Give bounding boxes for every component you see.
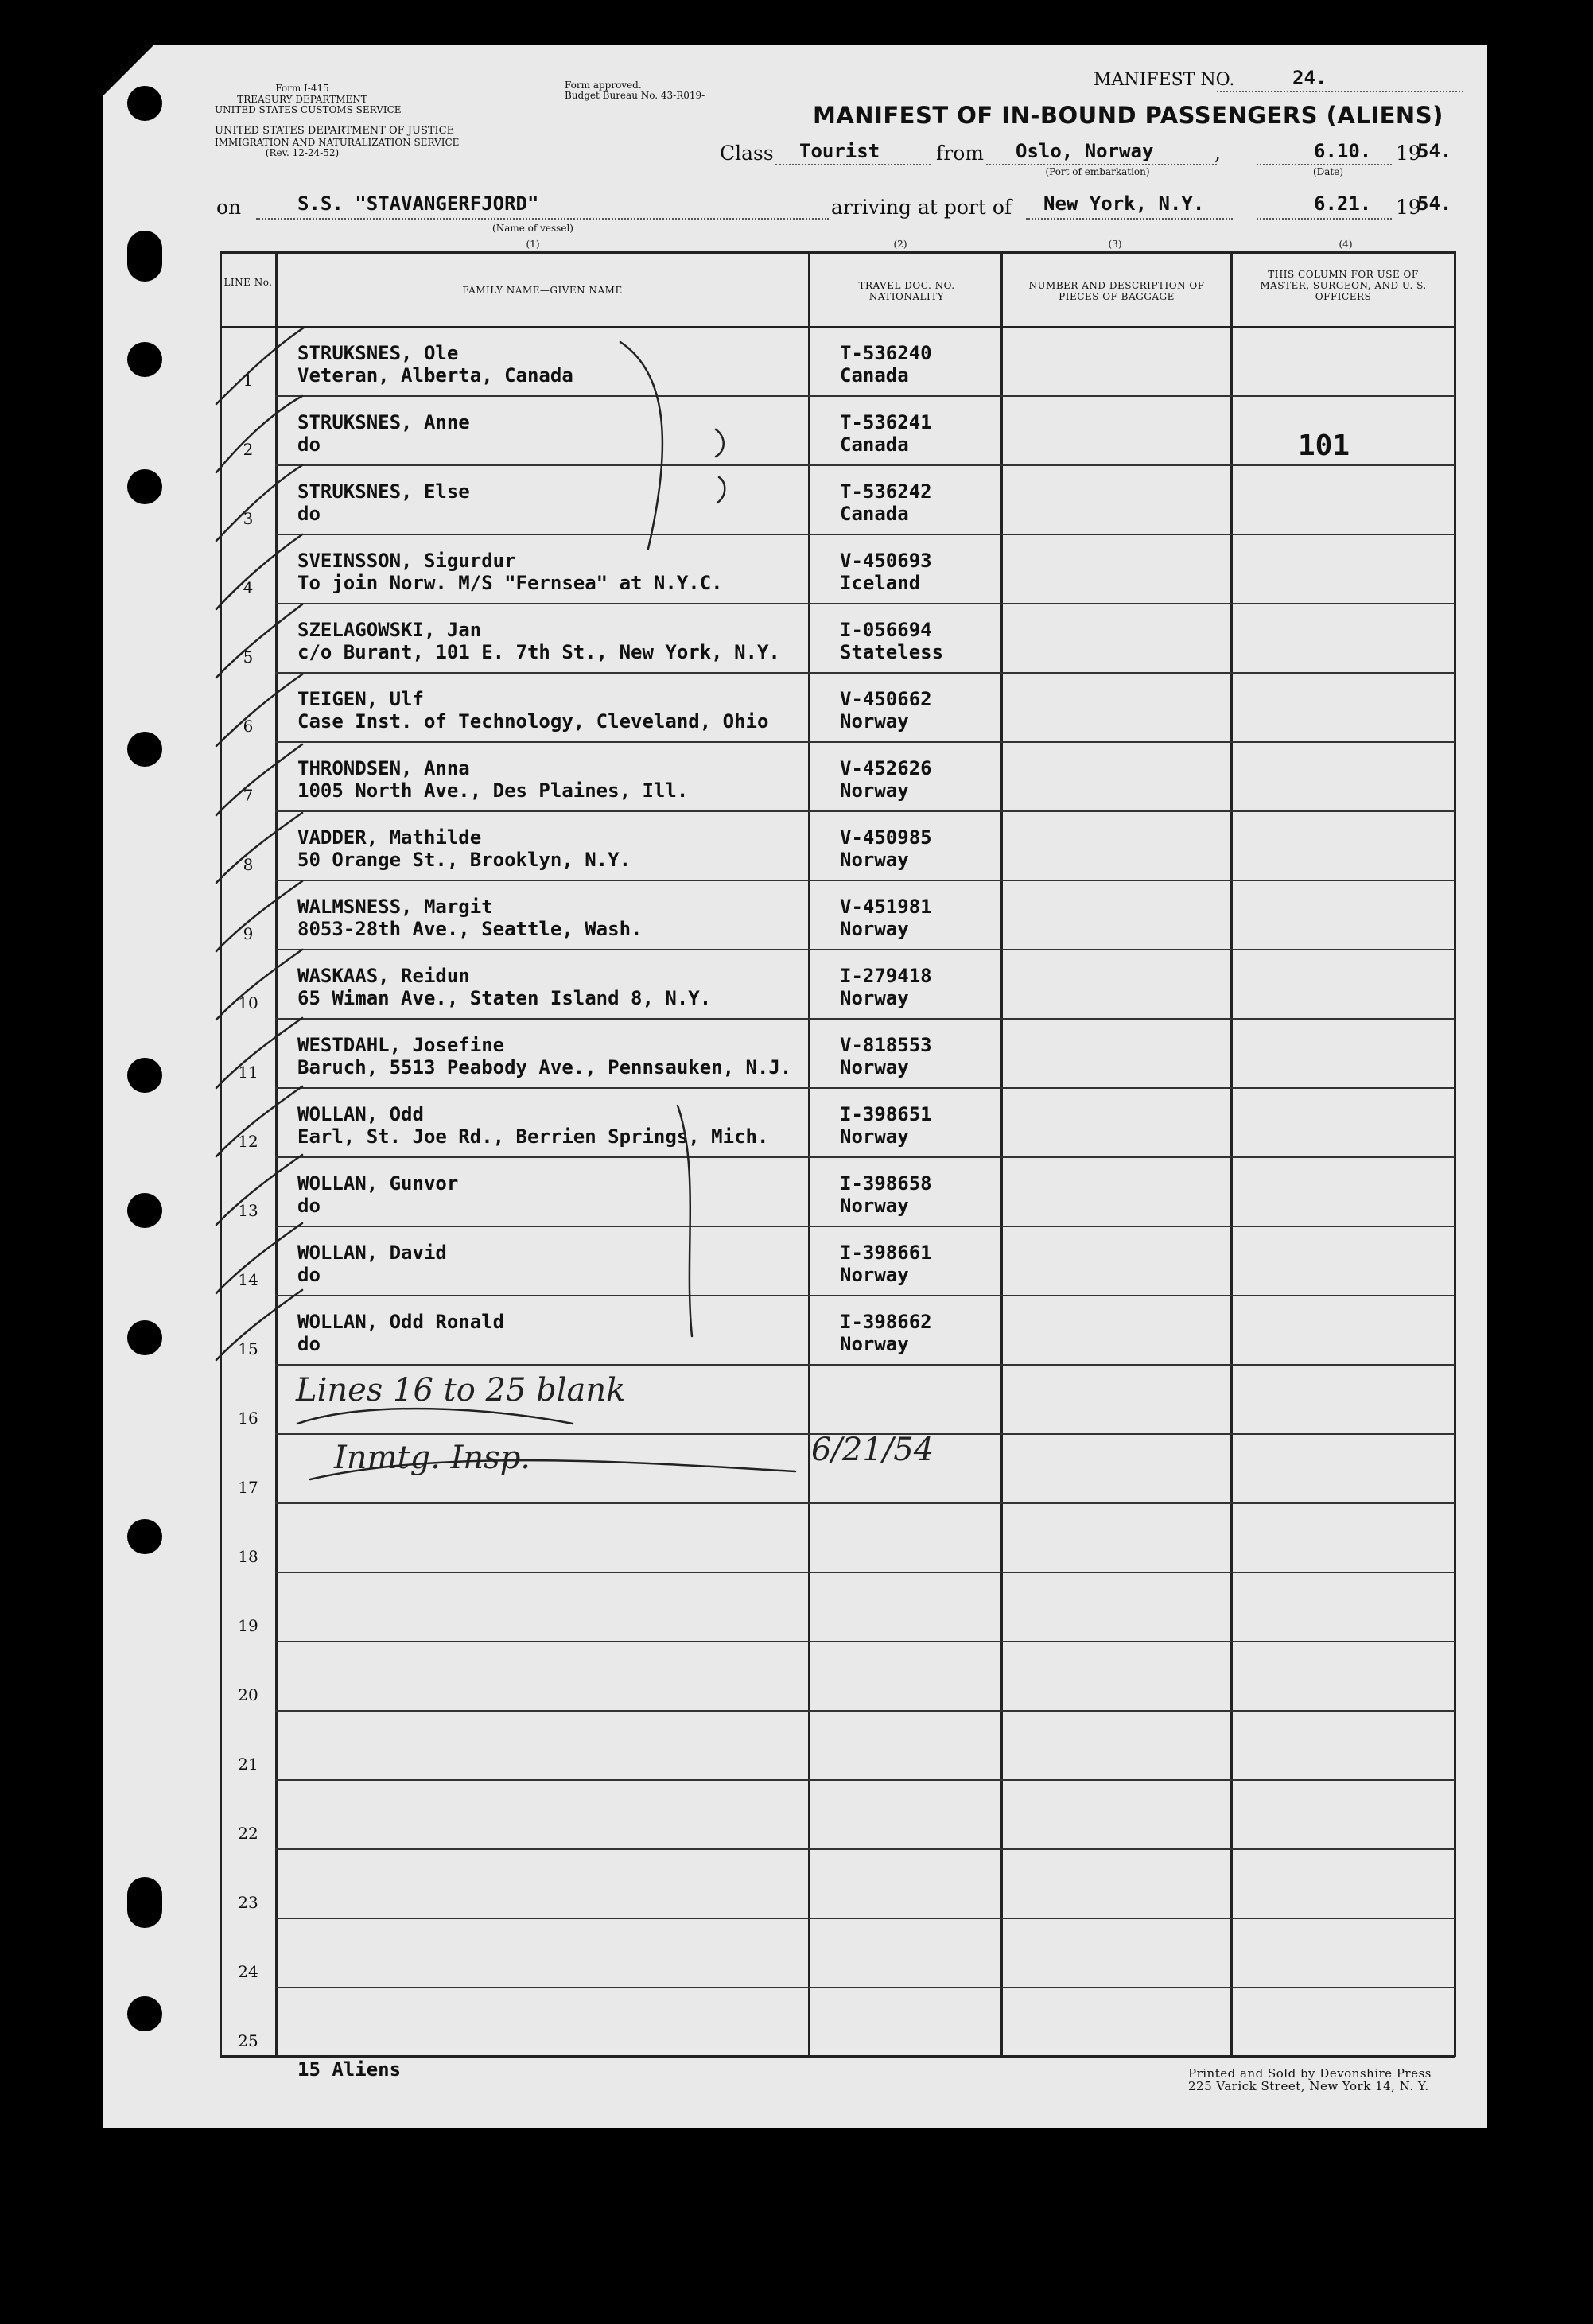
passenger-address: do: [297, 433, 321, 456]
check-mark: [216, 674, 302, 746]
nationality: Norway: [840, 1125, 909, 1148]
passenger-address: Baruch, 5513 Peabody Ave., Pennsauken, N.J.: [297, 1056, 792, 1078]
nationality: Canada: [840, 503, 909, 525]
nationality: Norway: [840, 710, 909, 733]
embarkation-date-value: 6.10.: [1314, 140, 1372, 162]
bracket-mark: [678, 1106, 692, 1336]
passenger-address: 8053-28th Ave., Seattle, Wash.: [297, 918, 643, 940]
signature-stroke: [297, 1409, 573, 1424]
check-mark: [216, 328, 304, 404]
vessel-caption: (Name of vessel): [492, 223, 573, 234]
check-mark: [216, 1018, 302, 1088]
form-number: Form I-415: [275, 83, 329, 94]
line-number: 20: [238, 1685, 258, 1704]
passenger-name: WOLLAN, Gunvor: [297, 1172, 459, 1195]
line-number: 5: [243, 647, 254, 666]
vessel-name-value: S.S. "STAVANGERFJORD": [297, 192, 539, 215]
handwritten-signature: Inmtg. Insp.: [334, 1440, 531, 1476]
col-header-baggage: NUMBER AND DESCRIPTION OF PIECES OF BAGGAGE: [1028, 280, 1205, 302]
passenger-name: TEIGEN, Ulf: [297, 688, 424, 710]
column-number: (4): [1339, 239, 1353, 250]
column-number: (3): [1108, 239, 1122, 250]
passenger-address: do: [297, 1195, 321, 1217]
handwritten-note: Lines 16 to 25 blank: [296, 1372, 626, 1409]
check-mark: [216, 1290, 302, 1360]
port-of-embarkation-value: Oslo, Norway: [1016, 140, 1154, 162]
passenger-address: do: [297, 1264, 321, 1286]
form-dept: UNITED STATES CUSTOMS SERVICE: [215, 104, 402, 115]
nationality: Norway: [840, 1333, 909, 1355]
manifest-no-value: 24.: [1292, 67, 1327, 89]
bracket-mark: [620, 342, 662, 549]
check-mark: [216, 813, 302, 883]
line-number: 25: [238, 2031, 258, 2050]
manifest-title: MANIFEST OF IN-BOUND PASSENGERS (ALIENS): [813, 102, 1443, 129]
passenger-name: SZELAGOWSKI, Jan: [297, 619, 482, 641]
check-mark: [216, 1086, 302, 1156]
nationality: Norway: [840, 918, 909, 940]
line-number: 17: [238, 1478, 258, 1497]
nationality: Norway: [840, 849, 909, 871]
form-approved: Form approved.: [565, 80, 642, 91]
passenger-name: WESTDAHL, Josefine: [297, 1034, 505, 1056]
form-approved: Budget Bureau No. 43-R019-: [565, 90, 705, 101]
travel-doc-number: V-818553: [840, 1034, 932, 1056]
travel-doc-number: V-450693: [840, 550, 932, 572]
arriving-label: arriving at port of: [831, 196, 1012, 219]
line-number: 4: [243, 578, 254, 597]
passenger-address: To join Norw. M/S "Fernsea" at N.Y.C.: [297, 572, 723, 594]
line-number: 8: [243, 855, 254, 874]
line-number: 7: [243, 786, 254, 805]
passenger-name: STRUKSNES, Anne: [297, 411, 470, 433]
passenger-address: c/o Burant, 101 E. 7th St., New York, N.Y.: [297, 641, 780, 663]
passenger-name: SVEINSSON, Sigurdur: [297, 550, 516, 572]
passenger-address: 1005 North Ave., Des Plaines, Ill.: [297, 779, 689, 802]
nationality: Canada: [840, 364, 909, 387]
printer-line: 225 Varick Street, New York 14, N. Y.: [1188, 2079, 1429, 2093]
travel-doc-number: I-398651: [840, 1103, 932, 1125]
nationality: Norway: [840, 1195, 909, 1217]
class-label: Class: [720, 142, 774, 165]
class-value: Tourist: [799, 140, 880, 162]
check-mark: [216, 604, 302, 678]
arrival-year-value: 54.: [1417, 192, 1452, 215]
passenger-name: WOLLAN, Odd Ronald: [297, 1311, 505, 1333]
port-caption: (Port of embarkation): [1045, 166, 1150, 177]
travel-doc-number: T-536241: [840, 411, 932, 433]
passenger-name: WALMSNESS, Margit: [297, 896, 493, 918]
comma: ,: [1214, 142, 1221, 165]
printer-line: Printed and Sold by Devonshire Press: [1188, 2066, 1432, 2081]
column-number: (2): [893, 239, 907, 250]
nationality: Norway: [840, 1264, 909, 1286]
form-revision: (Rev. 12-24-52): [265, 147, 340, 158]
passenger-name: WASKAAS, Reidun: [297, 965, 470, 987]
passenger-address: 65 Wiman Ave., Staten Island 8, N.Y.: [297, 987, 712, 1009]
nationality: Iceland: [840, 572, 921, 594]
handwritten-date: 6/21/54: [811, 1432, 934, 1468]
passenger-name: WOLLAN, Odd: [297, 1103, 424, 1125]
passenger-address: do: [297, 1333, 321, 1355]
stamp-number: 101: [1298, 429, 1350, 462]
line-number: 10: [238, 993, 258, 1012]
form-dept: IMMIGRATION AND NATURALIZATION SERVICE: [215, 137, 460, 148]
passenger-name: STRUKSNES, Else: [297, 480, 470, 503]
travel-doc-number: I-398662: [840, 1311, 932, 1333]
line-number: 9: [243, 924, 254, 943]
passenger-name: STRUKSNES, Ole: [297, 342, 459, 364]
year-prefix: 19: [1396, 196, 1421, 219]
line-number: 14: [238, 1270, 258, 1289]
year-prefix: 19: [1396, 142, 1421, 165]
embarkation-year-value: 54.: [1417, 140, 1452, 162]
passenger-name: VADDER, Mathilde: [297, 826, 482, 849]
line-number: 12: [238, 1132, 258, 1151]
total-aliens: 15 Aliens: [297, 2058, 402, 2081]
travel-doc-number: V-451981: [840, 896, 932, 918]
check-mark: [216, 881, 302, 951]
arrival-port-value: New York, N.Y.: [1043, 192, 1205, 215]
col-header-name: FAMILY NAME—GIVEN NAME: [462, 285, 623, 296]
travel-doc-number: I-056694: [840, 619, 932, 641]
ditto-mark: [716, 429, 724, 457]
passenger-name: THRONDSEN, Anna: [297, 757, 470, 779]
travel-doc-number: I-398658: [840, 1172, 932, 1195]
travel-doc-number: V-452626: [840, 757, 932, 779]
col-header-line-no: LINE No.: [223, 277, 273, 288]
line-number: 22: [238, 1824, 258, 1843]
date-caption: (Date): [1312, 166, 1344, 177]
column-number: (1): [526, 239, 540, 250]
travel-doc-number: I-279418: [840, 965, 932, 987]
nationality: Norway: [840, 987, 909, 1009]
col-header-officers: THIS COLUMN FOR USE OF MASTER, SURGEON, AND U. S. OFFICERS: [1260, 269, 1427, 302]
check-mark: [216, 744, 302, 815]
travel-doc-number: I-398661: [840, 1242, 932, 1264]
passenger-address: Veteran, Alberta, Canada: [297, 364, 573, 387]
travel-doc-number: T-536240: [840, 342, 932, 364]
check-mark: [216, 396, 302, 472]
line-number: 6: [243, 717, 254, 736]
travel-doc-number: T-536242: [840, 480, 932, 503]
passenger-address: do: [297, 503, 321, 525]
line-number: 16: [238, 1409, 258, 1428]
check-mark: [216, 950, 302, 1020]
nationality: Stateless: [840, 641, 944, 663]
check-mark: [216, 534, 302, 609]
check-mark: [216, 1155, 302, 1225]
line-number: 11: [238, 1063, 258, 1082]
line-number: 15: [238, 1339, 258, 1358]
line-number: 1: [243, 371, 254, 390]
line-number: 19: [238, 1616, 258, 1635]
line-number: 2: [243, 440, 254, 459]
line-number: 21: [238, 1755, 258, 1774]
line-number: 3: [243, 509, 254, 528]
form-dept: UNITED STATES DEPARTMENT OF JUSTICE: [215, 125, 455, 137]
ditto-mark: [717, 477, 725, 503]
from-label: from: [936, 142, 984, 165]
col-header-travel-doc: TRAVEL DOC. NO. NATIONALITY: [858, 280, 955, 302]
on-label: on: [216, 196, 242, 219]
travel-doc-number: V-450985: [840, 826, 932, 849]
line-number: 24: [238, 1962, 258, 1981]
passenger-address: Case Inst. of Technology, Cleveland, Ohio: [297, 710, 769, 733]
passenger-address: Earl, St. Joe Rd., Berrien Springs, Mich.: [297, 1125, 769, 1148]
travel-doc-number: V-450662: [840, 688, 932, 710]
passenger-name: WOLLAN, David: [297, 1242, 447, 1264]
line-number: 18: [238, 1547, 258, 1566]
nationality: Canada: [840, 433, 909, 456]
line-number: 23: [238, 1893, 258, 1912]
nationality: Norway: [840, 779, 909, 802]
line-number: 13: [238, 1201, 258, 1220]
arrival-date-value: 6.21.: [1314, 192, 1372, 215]
passenger-address: 50 Orange St., Brooklyn, N.Y.: [297, 849, 631, 871]
nationality: Norway: [840, 1056, 909, 1078]
check-mark: [216, 465, 302, 541]
form-dept: TREASURY DEPARTMENT: [237, 94, 367, 105]
check-mark: [216, 1223, 302, 1293]
manifest-no-label: MANIFEST NO.: [1094, 70, 1235, 90]
